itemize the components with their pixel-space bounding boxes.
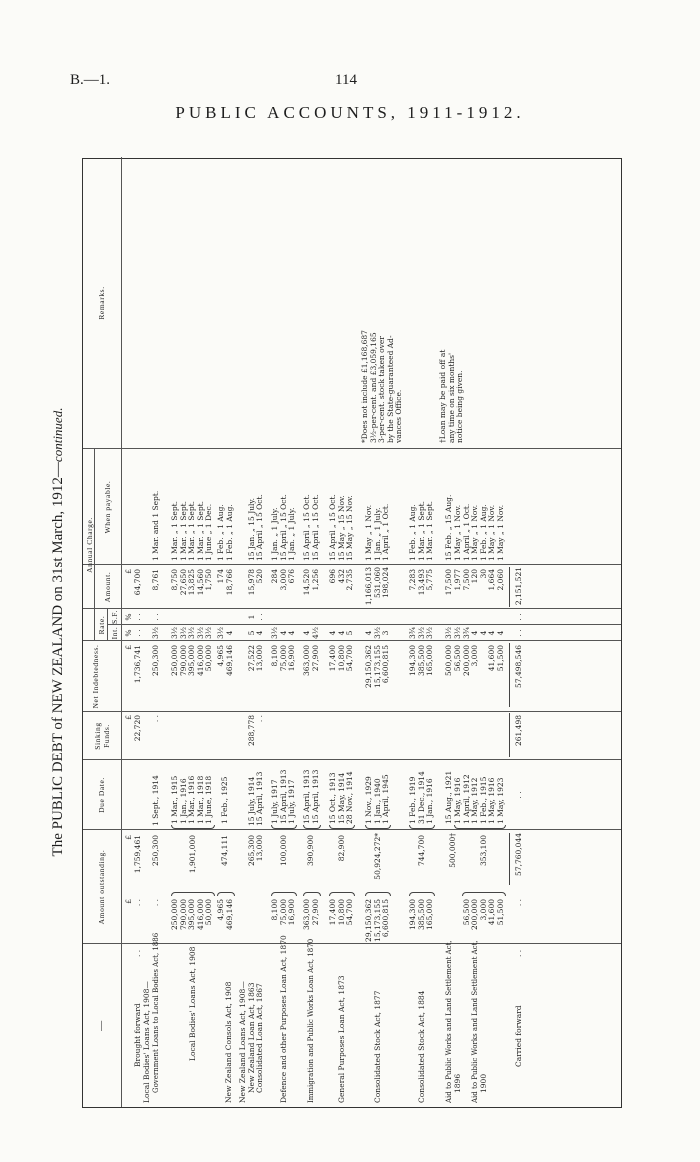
- header-sf: S.F.: [110, 610, 119, 624]
- due-date: 1 Mar., 1918: [195, 775, 205, 824]
- due-date: 15 May, 1914: [336, 772, 346, 824]
- due-date: 1 April, 1912: [461, 774, 471, 824]
- net-indebtedness: 3,000: [470, 645, 480, 667]
- net-indebtedness: 10,800: [336, 645, 346, 672]
- due-date: 15 April, 1913: [278, 769, 288, 824]
- net-indebtedness: 6,600,815: [381, 645, 391, 684]
- table-title-suffix: continued.: [50, 407, 65, 463]
- rotated-table-region: [50, 136, 640, 1128]
- annual-amount: 1,664: [487, 569, 497, 591]
- amount-b: 57,760,044: [514, 833, 523, 876]
- amount-a: . .: [133, 899, 142, 907]
- due-date: 15 April, 1913: [255, 771, 265, 826]
- sinking-funds: . .: [151, 715, 160, 723]
- amount-a: 51,500: [496, 899, 505, 926]
- annual-amount: 18,766: [224, 569, 234, 596]
- amount-a: 416,000: [195, 899, 205, 931]
- rate-int: 3½: [416, 626, 426, 640]
- header-rate: Rate.: [97, 615, 106, 635]
- annual-amount: 8,750: [170, 569, 179, 591]
- brace: [271, 892, 297, 896]
- due-date: 1 Mar., 1915: [170, 775, 179, 824]
- header-divider: [94, 449, 95, 641]
- when-payable: 1 June „ 1 Dec.: [204, 503, 214, 561]
- rate-int: 4: [364, 630, 373, 636]
- when-payable: 1 Mar. „ 1 Sept.: [416, 500, 426, 561]
- amount-a: 50,000: [204, 899, 214, 926]
- group-nz-loans: [239, 157, 265, 1107]
- due-date: 15 April, 1913: [302, 769, 311, 824]
- rate-int: 4: [328, 630, 337, 636]
- amount-b: 390,900: [306, 835, 315, 867]
- loan-name: Consolidated Loan Act, 1867: [255, 983, 265, 1093]
- amount-b: 100,000: [278, 835, 288, 867]
- amount-a: 363,000: [302, 899, 311, 931]
- net-indebtedness: 200,000: [461, 645, 471, 677]
- net-indebtedness: 250,000: [170, 645, 179, 677]
- remark-line: †Loan may be paid off at: [438, 349, 447, 443]
- amount-a: 385,500: [416, 899, 426, 931]
- amount-a: 6,600,815: [381, 899, 391, 938]
- due-date: 1 Feb., 1925: [220, 776, 229, 824]
- annual-amount: 5,775: [425, 569, 435, 591]
- when-payable: 15 April „ 15 Oct.: [255, 494, 265, 561]
- annual-amount: 2,060: [496, 569, 505, 591]
- rate-int: 3½: [453, 626, 462, 640]
- net-indebtedness: 790,000: [178, 645, 188, 677]
- net-indebtedness: 194,300: [408, 645, 417, 677]
- rate-int: . .: [514, 629, 523, 637]
- table-title-text: The PUBLIC DEBT of NEW ZEALAND on 31st March, 1912—: [50, 462, 66, 857]
- net-indebtedness: 57,498,546: [514, 645, 523, 688]
- group-local-bodies: [171, 157, 215, 1107]
- rate-int: 4: [336, 630, 346, 636]
- rate-sf: 1: [246, 614, 256, 620]
- rate-sf: . .: [514, 613, 523, 621]
- table-title: [50, 136, 76, 1128]
- annual-amount: 7,500: [461, 569, 471, 591]
- amount-a: 56,500: [461, 899, 471, 926]
- net-indebtedness: 50,000: [204, 645, 214, 672]
- loan-name: Immigration and Public Works Loan Act, 1870: [307, 938, 315, 1103]
- rate-int: 3½: [170, 626, 179, 640]
- when-payable: 1 May „ 1 Nov.: [496, 504, 505, 561]
- amount-a: 8,100: [270, 899, 279, 921]
- when-payable: 15 May „ 15 Nov.: [345, 495, 355, 561]
- rate-int: 4: [255, 630, 265, 636]
- rate-int: 3½: [187, 626, 197, 640]
- due-date: 15 April, 1913: [310, 769, 320, 824]
- group-general-purposes: [329, 157, 355, 1107]
- net-indebtedness: 54,700: [345, 645, 355, 672]
- net-indebtedness: 51,500: [496, 645, 505, 672]
- due-date: 1 Jan., 1940: [372, 778, 382, 824]
- amount-b: 474,111: [220, 835, 229, 867]
- annual-amount: 64,700: [133, 569, 142, 596]
- when-payable: 1 Mar. „ 1 Sept.: [170, 500, 179, 561]
- due-date: 1 Feb., 1915: [478, 776, 488, 824]
- page-title: PUBLIC ACCOUNTS, 1911-1912.: [175, 103, 525, 122]
- loan-name: Defence and other Purposes Loan Act, 1870: [278, 935, 288, 1103]
- rate-int: 4½: [310, 626, 320, 640]
- remark-line: 3½-per-cent. and £3,059,165: [368, 332, 378, 443]
- rate-int: 3½: [372, 626, 382, 640]
- annual-amount: 120: [470, 569, 480, 584]
- rate-sf: . .: [133, 613, 142, 621]
- annual-amount: 13,493: [416, 569, 426, 596]
- leader-dots: . .: [133, 949, 142, 957]
- loan-name: Local Bodies' Loans Act, 1908: [188, 946, 197, 1061]
- header-annual-charge: Annual Charge.: [85, 517, 94, 573]
- when-payable: 1 May „ 1 Nov.: [453, 504, 462, 561]
- when-payable: 15 April „ 15 Oct.: [328, 494, 337, 561]
- loan-name: New Zealand Consols Act, 1908: [224, 981, 233, 1103]
- due-date: 1 Jan., 1916: [178, 778, 188, 824]
- unit-net: £: [124, 645, 133, 650]
- annual-amount: 7,283: [408, 569, 417, 591]
- amount-a: 15,173,155: [372, 899, 382, 942]
- loan-name: Aid to Public Works and Land Settlement Act,: [445, 940, 453, 1103]
- amount-b: 353,100: [478, 835, 488, 867]
- due-date: 1 July, 1917: [270, 779, 279, 824]
- header-due-date: Due Date.: [97, 777, 106, 813]
- brace: [171, 825, 215, 829]
- net-indebtedness: 13,000: [255, 645, 265, 672]
- loan-name: New Zealand Loan Act, 1863: [246, 982, 256, 1093]
- net-indebtedness: 1,736,741: [133, 645, 142, 684]
- due-date: 15 Aug., 1921: [444, 770, 453, 824]
- leader-dots: . .: [514, 949, 523, 957]
- amount-b: 500,000†: [448, 833, 457, 868]
- header-int: Int.: [110, 626, 119, 640]
- net-indebtedness: 395,000: [187, 645, 197, 677]
- net-indebtedness: 29,150,362: [364, 645, 373, 688]
- amount-a: . .: [514, 899, 523, 907]
- net-indebtedness: 15,173,155: [372, 645, 382, 688]
- amount-a: 165,000: [425, 899, 435, 931]
- brace: [217, 892, 235, 896]
- annual-amount: 1,166,013: [364, 567, 373, 606]
- rate-int: 3¾: [461, 626, 471, 640]
- annual-amount: 284: [270, 569, 279, 584]
- when-payable: 1 May „ 1 Nov.: [487, 504, 497, 561]
- amount-a: 250,000: [170, 899, 179, 931]
- group-consols: [217, 157, 235, 1107]
- brace: [454, 825, 506, 829]
- annual-amount: 27,650: [178, 569, 188, 596]
- amount-a: 194,300: [408, 899, 417, 931]
- rate-int: 3½: [151, 626, 160, 640]
- when-payable: 15 Jan. „ 15 July.: [246, 497, 256, 561]
- brace: [409, 892, 435, 896]
- header-loan: —: [96, 1020, 107, 1031]
- amount-a: 10,800: [336, 899, 346, 926]
- group-defence: [271, 157, 297, 1107]
- due-date: 1 May, 1912: [470, 777, 480, 824]
- remark-line: 3-per-cent. stock taken over: [377, 336, 387, 443]
- net-indebtedness: 27,522: [246, 645, 256, 672]
- due-date: 28 Nov., 1914: [345, 771, 355, 824]
- amount-a: 790,000: [178, 899, 188, 931]
- brace: [271, 825, 297, 829]
- due-date: 1 April, 1945: [381, 774, 391, 824]
- net-indebtedness: 385,500: [416, 645, 426, 677]
- total-rule: [509, 713, 510, 757]
- due-date: 1 May, 1916: [487, 777, 497, 824]
- amount-a: 200,000: [470, 899, 480, 931]
- brace: [329, 825, 355, 829]
- when-payable: 15 April „ 15 Oct.: [302, 494, 311, 561]
- rate-int: 4: [224, 630, 234, 636]
- page-number: 114: [335, 72, 357, 88]
- amount-b: 265,300: [246, 835, 256, 867]
- loan-name: Government Loans to Local Bodies Act, 1886: [152, 932, 160, 1093]
- annual-amount: 198,024: [381, 567, 391, 599]
- net-indebtedness: 250,300: [151, 645, 160, 677]
- unit-sinking: £: [124, 715, 133, 720]
- when-payable: 15 April „ 15 Oct.: [278, 494, 288, 561]
- brace: [171, 892, 215, 896]
- when-payable: 1 May „ 1 Nov.: [470, 504, 480, 561]
- due-date: 1 July, 1917: [287, 779, 297, 824]
- header-divider: [121, 157, 122, 1107]
- rate-int: 4: [302, 630, 311, 636]
- net-indebtedness: 8,100: [270, 645, 279, 667]
- due-date: 1 May, 1923: [496, 777, 505, 824]
- amount-b: 1,759,461: [133, 835, 142, 874]
- group-aid-1900: [454, 157, 506, 1107]
- rate-int: 4: [478, 630, 488, 636]
- remark-line: notice being given.: [455, 370, 465, 443]
- remark-line: by the State-guaranteed Ad-: [385, 335, 395, 443]
- when-payable: 15 May „ 15 Nov.: [336, 495, 346, 561]
- rate-int: 4: [287, 630, 297, 636]
- unit-int: %: [124, 629, 133, 637]
- sinking-funds: 261,498: [514, 715, 523, 747]
- header-divider: [107, 609, 108, 641]
- due-date: 15 Oct., 1913: [328, 772, 337, 824]
- amount-b: 744,700: [416, 835, 426, 867]
- rate-int: 3½: [204, 626, 214, 640]
- rate-int: 4: [470, 630, 480, 636]
- header-amount-outstanding: Amount outstanding.: [97, 849, 106, 925]
- loan-name: New Zealand Loans Act, 1908—: [238, 981, 247, 1103]
- header-remarks: Remarks.: [97, 286, 106, 320]
- rate-int: . .: [133, 629, 142, 637]
- annual-amount: 1,750: [204, 569, 214, 591]
- annual-amount: 13,825: [187, 569, 197, 596]
- rate-int: 5: [345, 630, 355, 636]
- sinking-funds: . .: [255, 715, 265, 723]
- rate-int: 3¾: [408, 626, 417, 640]
- header-sinking-funds: Sinking Funds.: [93, 722, 111, 750]
- amount-a: 27,900: [310, 899, 320, 926]
- net-indebtedness: 500,000: [444, 645, 453, 677]
- annual-amount: 14,560: [195, 569, 205, 596]
- amount-b: 250,300: [151, 835, 160, 867]
- annual-amount: 3,000: [278, 569, 288, 591]
- due-date: 31 Dec., 1914: [416, 771, 426, 824]
- loan-name: General Purposes Loan Act, 1873: [336, 975, 346, 1103]
- brace: [329, 892, 355, 896]
- net-indebtedness: 41,600: [487, 645, 497, 672]
- when-payable: 1 April „ 1 Oct.: [461, 503, 471, 561]
- net-indebtedness: 56,500: [453, 645, 462, 672]
- remark-line: *Does not include £1,168,687: [360, 330, 369, 443]
- when-payable: 1 Jan. „ 1 July.: [287, 507, 297, 561]
- net-indebtedness: 17,400: [328, 645, 337, 672]
- annual-amount: 14,520: [302, 569, 311, 596]
- total-rule: [509, 567, 510, 607]
- rate-int: 5: [246, 630, 256, 636]
- when-payable: 1 Feb. „ 1 Aug.: [224, 504, 234, 561]
- due-date: 1 May, 1916: [453, 777, 462, 824]
- brace: [365, 825, 391, 829]
- document-code: B.—1.: [70, 72, 111, 88]
- header-when-payable: When payable.: [103, 480, 112, 534]
- public-debt-table: [82, 158, 622, 1108]
- due-date: 1 Mar., 1916: [187, 775, 197, 824]
- group-immigration: [303, 157, 321, 1107]
- loan-name: Carried forward: [514, 1005, 523, 1067]
- when-payable: 1 Mar. and 1 Sept.: [151, 490, 160, 561]
- brace: [409, 825, 435, 829]
- when-payable: 1 Mar. „ 1 Sept.: [425, 500, 435, 561]
- sinking-funds: 288,778: [246, 715, 256, 747]
- when-payable: 15 Feb. „ 15 Aug.: [444, 494, 453, 561]
- when-payable: 15 April „ 15 Oct.: [310, 494, 320, 561]
- sinking-funds: 22,720: [133, 715, 142, 742]
- due-date: 15 July, 1914: [246, 776, 256, 826]
- amount-a: 395,000: [187, 899, 197, 931]
- annual-amount: 2,735: [345, 569, 355, 591]
- amount-a: 3,000: [478, 899, 488, 921]
- remark-line: vances Office.: [394, 389, 404, 443]
- annual-amount: 174: [216, 569, 225, 584]
- rate-int: 3½: [425, 626, 435, 640]
- net-indebtedness: 469,146: [224, 645, 234, 677]
- when-payable: 1 Jan. „ 1 July.: [270, 507, 279, 561]
- unit-amount-a: £: [124, 899, 133, 904]
- rate-int: 4: [278, 630, 288, 636]
- rate-int: 3½: [195, 626, 205, 640]
- when-payable: 1 Mar. „ 1 Sept.: [187, 500, 197, 561]
- loan-name: Local Bodies' Loans Act, 1908—: [142, 981, 151, 1103]
- annual-amount: 676: [287, 569, 297, 584]
- amount-a: 29,150,362: [364, 899, 373, 942]
- annual-amount: 1,977: [453, 569, 462, 591]
- amount-b: 50,924,272*: [372, 833, 382, 880]
- annual-amount: 2,151,521: [514, 567, 523, 606]
- unit-charge: £: [124, 569, 133, 574]
- net-indebtedness: 27,900: [310, 645, 320, 672]
- when-payable: 1 May „ 1 Nov.: [364, 504, 373, 561]
- rate-int: 3½: [216, 626, 225, 640]
- rate-int: 4: [496, 630, 505, 636]
- brace: [462, 892, 506, 896]
- when-payable: 1 Feb. „ 1 Aug.: [478, 504, 488, 561]
- due-date: 1 June, 1918: [204, 775, 214, 824]
- total-rule: [509, 833, 510, 885]
- due-date: 1 Jan., 1916: [425, 778, 435, 824]
- amount-a: 75,000: [278, 899, 288, 926]
- amount-a: 17,400: [328, 899, 337, 926]
- when-payable: 1 April „ 1 Oct.: [381, 503, 391, 561]
- due-date: . .: [514, 791, 523, 799]
- brace: [303, 825, 321, 829]
- loan-name: Consolidated Stock Act, 1884: [416, 990, 426, 1103]
- net-indebtedness: 75,000: [278, 645, 288, 672]
- amount-a: 469,146: [224, 899, 234, 931]
- loan-name: Aid to Public Works and Land Settlement Act,: [471, 940, 480, 1103]
- group-consolidated-1884: [409, 157, 435, 1107]
- when-payable: 1 Mar. „ 1 Sept.: [195, 500, 205, 561]
- annual-amount: 696: [328, 569, 337, 584]
- amount-b: 13,000: [255, 835, 265, 862]
- header-net-indebtedness: Net Indebtedness.: [91, 644, 100, 709]
- annual-amount: 531,060: [372, 567, 382, 599]
- annual-amount: 17,500: [444, 569, 453, 596]
- net-indebtedness: 165,000: [425, 645, 435, 677]
- rate-sf: . .: [255, 613, 265, 621]
- due-date: 1 Nov., 1929: [364, 776, 373, 824]
- net-indebtedness: 363,000: [302, 645, 311, 677]
- brace: [365, 892, 391, 896]
- brace: [303, 892, 321, 896]
- rate-int: 4: [487, 630, 497, 636]
- rate-int: 3½: [270, 626, 279, 640]
- when-payable: 1 Feb. „ 1 Aug.: [408, 504, 417, 561]
- due-date: 1 Feb., 1919: [408, 776, 417, 824]
- loan-name: Consolidated Stock Act, 1877: [372, 990, 382, 1103]
- total-rule: [509, 643, 510, 707]
- when-payable: 1 Jan. „ 1 July.: [372, 507, 382, 561]
- rate-sf: . .: [151, 613, 160, 621]
- when-payable: 1 Mar. „ 1 Sept.: [178, 500, 188, 561]
- amount-a: 54,700: [345, 899, 355, 926]
- rate-int: 3: [381, 630, 391, 636]
- unit-sf: %: [124, 613, 133, 621]
- remark-line: any time on six months': [446, 352, 456, 443]
- rate-int: 3½: [444, 626, 453, 640]
- net-indebtedness: 16,900: [287, 645, 297, 672]
- annual-amount: 1,256: [310, 569, 320, 591]
- annual-amount: 15,978: [246, 569, 256, 596]
- when-payable: 1 Feb. „ 1 Aug.: [216, 504, 225, 561]
- amount-a: . .: [151, 899, 160, 907]
- unit-amount-b: £: [124, 835, 133, 840]
- amount-a: 41,600: [487, 899, 497, 926]
- loan-name: 1896: [452, 1073, 462, 1093]
- due-date: 1 Sept., 1914: [151, 775, 160, 826]
- annual-amount: 432: [336, 569, 346, 584]
- annual-amount: 520: [255, 569, 265, 584]
- group-consolidated-1877: [360, 157, 404, 1107]
- annual-amount: 30: [478, 569, 488, 579]
- rate-int: 3½: [178, 626, 188, 640]
- amount-a: 4,965: [216, 899, 225, 921]
- net-indebtedness: 416,000: [195, 645, 205, 677]
- amount-b: 1,901,000: [188, 835, 197, 874]
- net-indebtedness: 4,965: [216, 645, 225, 667]
- amount-a: 16,900: [287, 899, 297, 926]
- annual-amount: 8,761: [151, 569, 160, 591]
- amount-b: 82,900: [336, 835, 346, 862]
- header-amount: Amount.: [103, 571, 112, 603]
- loan-name: 1900: [478, 1073, 488, 1093]
- loan-name: Brought forward: [133, 1003, 142, 1067]
